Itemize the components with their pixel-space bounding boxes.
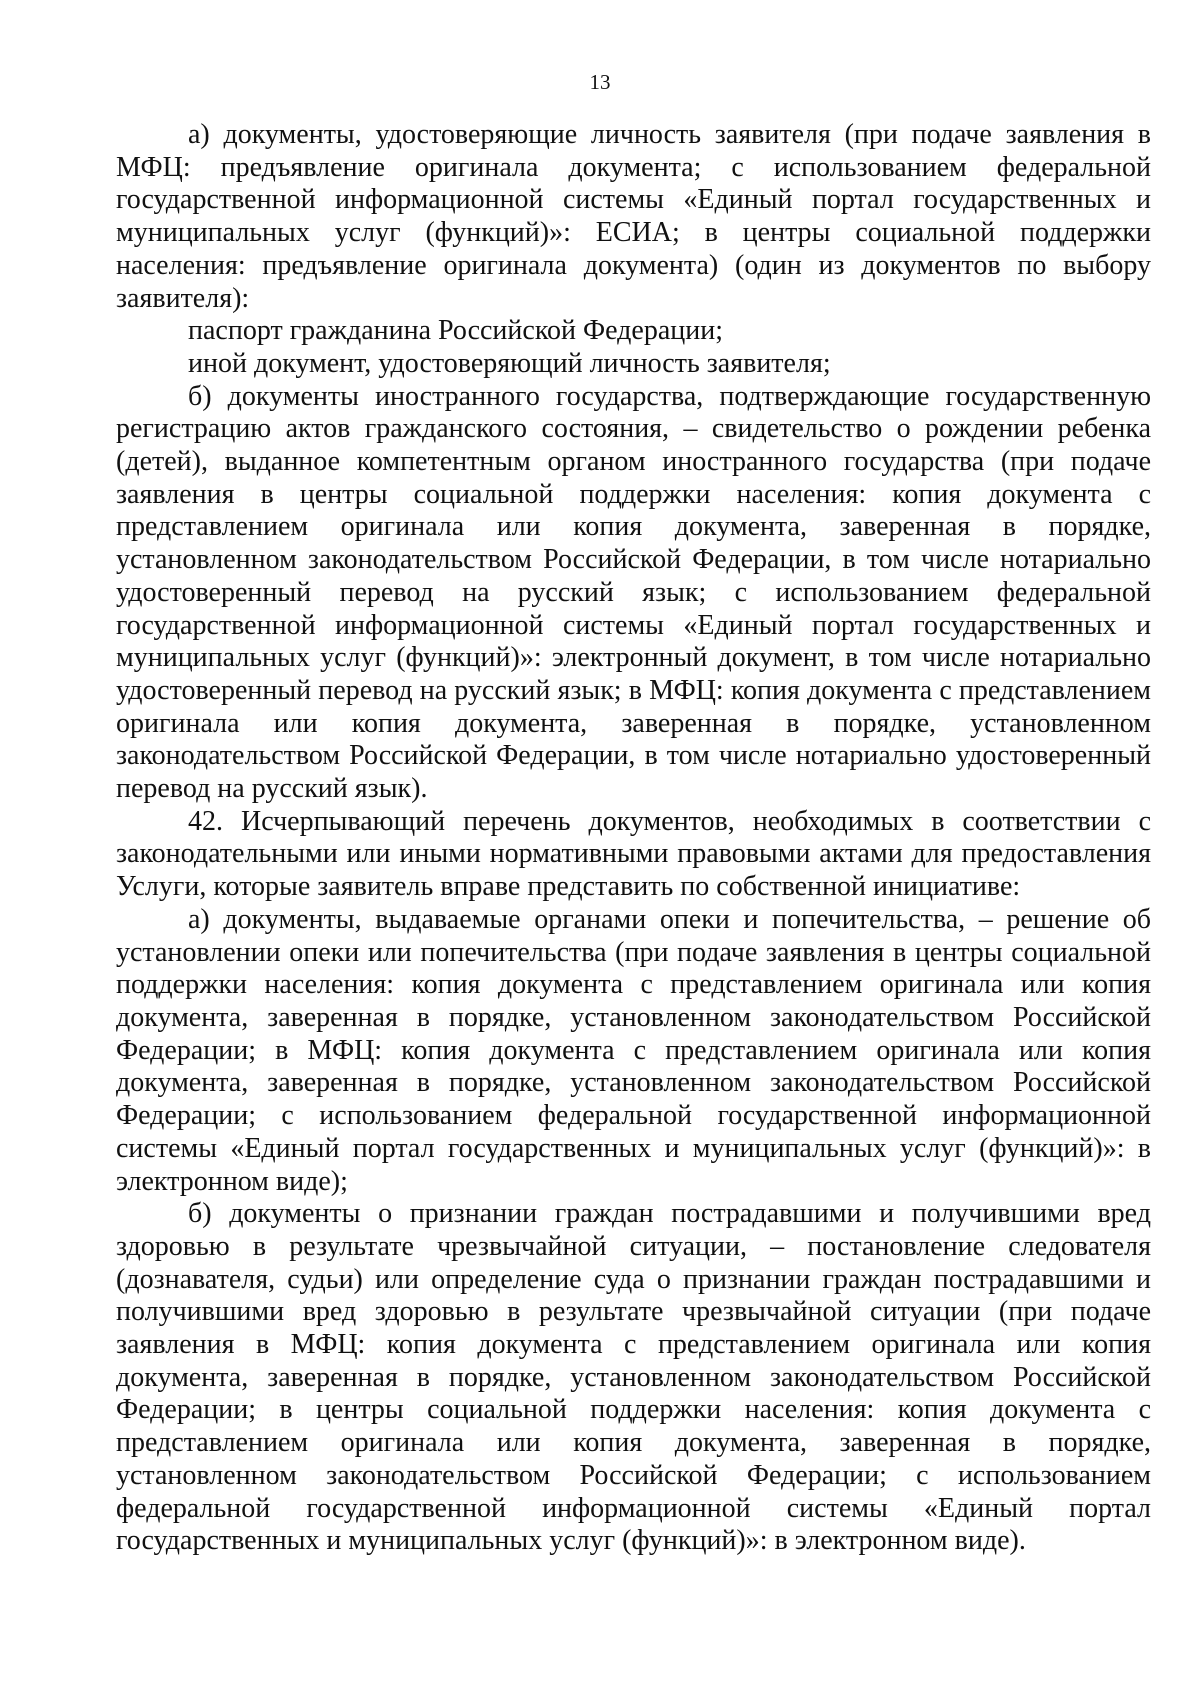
- paragraph-a-identity-documents: а) документы, удостоверяющие личность заявителя (при подаче заявления в МФЦ: предъявление оригинала документа; с использованием федеральной государственной информационной системы «Единый портал государственных и муниципальных услуг (функций)»: ЕСИА; в центры социальной поддержки населения: предъявление оригинала документа) (один из документов по выбору заявителя):: [116, 119, 1151, 314]
- paragraph-a-guardianship-documents: а) документы, выдаваемые органами опеки и попечительства, – решение об установлении опеки или попечительства (при подаче заявления в центры социальной поддержки населения: копия документа с представлением оригинала или копия документа, заверенная в порядке, установленном законодательством Российской Федерации; в МФЦ: копия документа с представлением оригинала или копия документа, заверенная в порядке, установленном законодательством Российской Федерации; с использованием федеральной государственной информационной системы «Единый портал государственных и муниципальных услуг (функций)»: в электронном виде);: [116, 903, 1151, 1197]
- paragraph-b-foreign-documents: б) документы иностранного государства, подтверждающие государственную регистрацию актов гражданского состояния, – свидетельство о рождении ребенка (детей), выданное компетентным органом иностранного государства (при подаче заявления в центры социальной поддержки населения: копия документа с представлением оригинала или копия документа, заверенная в порядке, установленном законодательством Российской Федерации, в том числе нотариально удостоверенный перевод на русский язык; с использованием федеральной государственной информационной системы «Единый портал государственных и муниципальных услуг (функций)»: электронный документ, в том числе нотариально удостоверенный перевод на русский язык; в МФЦ: копия документа с представлением оригинала или копия документа, заверенная в порядке, установленном законодательством Российской Федерации, в том числе нотариально удостоверенный перевод на русский язык).: [116, 380, 1151, 805]
- list-item-passport: паспорт гражданина Российской Федерации;: [188, 315, 724, 347]
- paragraph-42-exhaustive-list: 42. Исчерпывающий перечень документов, необходимых в соответствии с законодательными или иными нормативными правовыми актами для предоставления Услуги, которые заявитель вправе представить по собственной инициативе:: [116, 805, 1151, 903]
- document-body: [116, 119, 1151, 1558]
- list-item-other-identity-document: иной документ, удостоверяющий личность заявителя;: [188, 347, 831, 379]
- paragraph-b-emergency-victim-documents: б) документы о признании граждан пострадавшими и получившими вред здоровью в результате чрезвычайной ситуации, – постановление следователя (дознавателя, судьи) или определение суда о признании граждан пострадавшими и получившими вред здоровью в результате чрезвычайной ситуации (при подаче заявления в МФЦ: копия документа с представлением оригинала или копия документа, заверенная в порядке, установленном законодательством Российской Федерации; в центры социальной поддержки населения: копия документа с представлением оригинала или копия документа, заверенная в порядке, установленном законодательством Российской Федерации; с использованием федеральной государственной информационной системы «Единый портал государственных и муниципальных услуг (функций)»: в электронном виде).: [116, 1198, 1151, 1557]
- page-number: 13: [589, 70, 611, 94]
